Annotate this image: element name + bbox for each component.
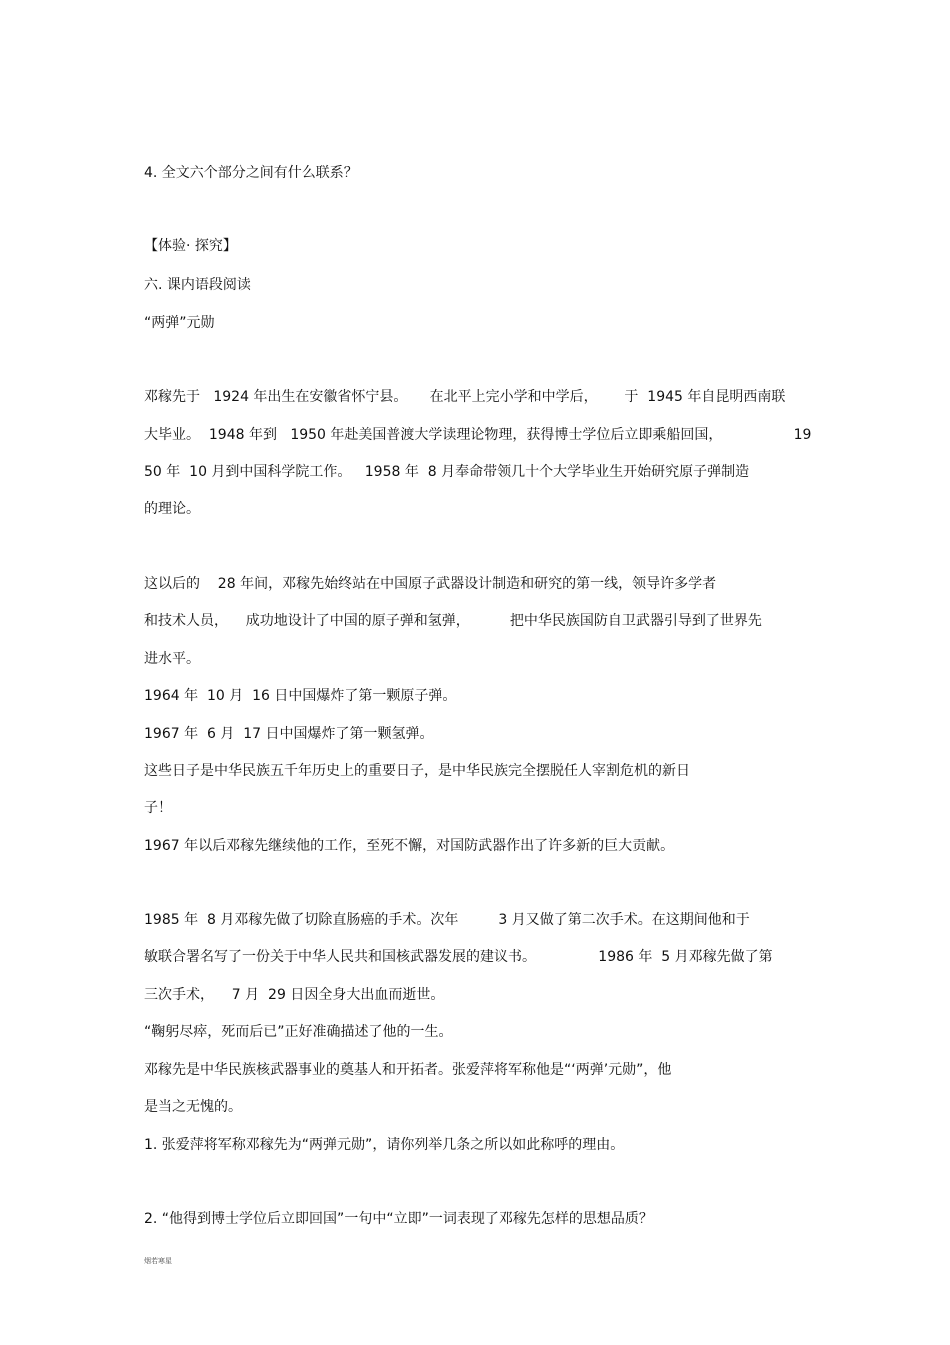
passage-line: 邓稼先于 1924 年出生在安徽省怀宁县。 在北平上完小学和中学后， 于 1945 年自昆明西南联: [144, 389, 786, 405]
question-2: 2. “他得到博士学位后立即回国”一句中“立即”一词表现了邓稼先怎样的思想品质？: [144, 1211, 653, 1227]
question-1: 1. 张爱萍将军称邓稼先为“两弹元勋”，请你列举几条之所以如此称呼的理由。: [144, 1137, 625, 1153]
passage-line: 这以后的 28 年间，邓稼先始终站在中国原子武器设计制造和研究的第一线，领导许多学者: [144, 576, 717, 592]
subsection-heading: 六. 课内语段阅读: [144, 277, 251, 293]
passage-line: 1964 年 10 月 16 日中国爆炸了第一颗原子弹。: [144, 688, 457, 704]
passage-line: 这些日子是中华民族五千年历史上的重要日子，是中华民族完全摆脱任人宰割危机的新日: [144, 763, 690, 779]
passage-line: 邓稼先是中华民族核武器事业的奠基人和开拓者。张爱萍将军称他是“‘两弹’元勋”，他: [144, 1062, 672, 1078]
passage-title: “两弹”元勋: [144, 315, 215, 331]
passage-line: 三次手术， 7 月 29 日因全身大出血而逝世。: [144, 987, 445, 1003]
passage-line: 50 年 10 月到中国科学院工作。 1958 年 8 月奉命带领几十个大学毕业生开始研究原子弹制造: [144, 464, 750, 480]
passage-line: 子！: [144, 800, 172, 816]
page-footer: 烟若寒星: [144, 1257, 172, 1265]
section-heading: 【体验· 探究】: [144, 238, 237, 254]
passage-line: 和技术人员， 成功地设计了中国的原子弹和氢弹， 把中华民族国防自卫武器引导到了世界先: [144, 613, 762, 629]
passage-line: 1967 年 6 月 17 日中国爆炸了第一颗氢弹。: [144, 726, 434, 742]
passage-line: 大毕业。 1948 年到 1950 年赴美国普渡大学读理论物理，获得博士学位后立即乘船回国， 19: [144, 427, 812, 443]
passage-line: 敏联合署名写了一份关于中华人民共和国核武器发展的建议书。 1986 年 5 月邓稼先做了第: [144, 949, 773, 965]
passage-line: 进水平。: [144, 651, 200, 667]
passage-line: “鞠躬尽瘁，死而后已”正好准确描述了他的一生。: [144, 1024, 453, 1040]
passage-line: 是当之无愧的。: [144, 1099, 242, 1115]
question-4: 4. 全文六个部分之间有什么联系？: [144, 165, 358, 181]
passage-line: 1985 年 8 月邓稼先做了切除直肠癌的手术。次年 3 月又做了第二次手术。在这期间他和于: [144, 912, 750, 928]
passage-line: 的理论。: [144, 501, 200, 517]
passage-line: 1967 年以后邓稼先继续他的工作，至死不懈，对国防武器作出了许多新的巨大贡献。: [144, 838, 675, 854]
